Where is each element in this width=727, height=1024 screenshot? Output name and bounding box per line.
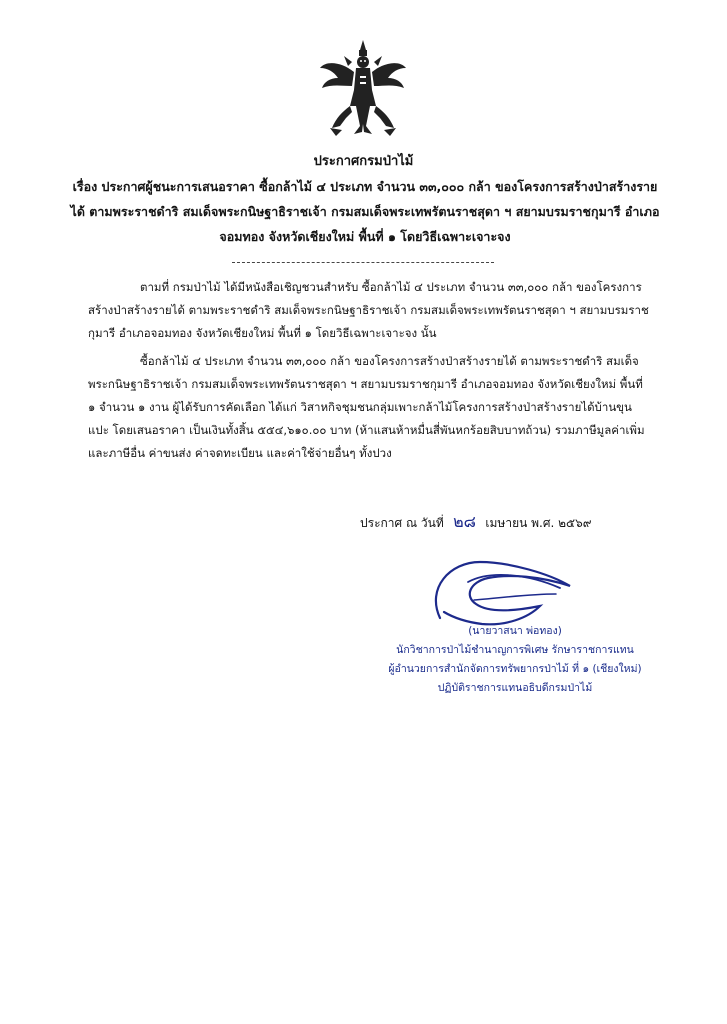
signer-position: นักวิชาการป่าไม้ชำนาญการพิเศษ รักษาราชการแทน (396, 644, 634, 656)
body-line: แปะ โดยเสนอราคา เป็นเงินทั้งสิ้น ๕๕๔,๖๑๐.๐๐ บาท (ห้าแสนห้าหมื่นสี่พันหกร้อยสิบบาทถ้วน) รวมภาษีมูลค่าเพิ่ม (88, 423, 645, 437)
subject-line: เรื่อง ประกาศผู้ชนะการเสนอราคา ซื้อกล้าไม้ ๔ ประเภท จำนวน ๓๓,๐๐๐ กล้า ของโครงการสร้างป่าสร้างราย (72, 179, 658, 194)
body-line: พระกนิษฐาธิราชเจ้า กรมสมเด็จพระเทพรัตนราชสุดา ฯ สยามบรมราชกุมารี อำเภอจอมทอง จังหวัดเชียงใหม่ พื้นที่ (88, 377, 643, 391)
body-line: ตามที่ กรมป่าไม้ ได้มีหนังสือเชิญชวนสำหรับ ซื้อกล้าไม้ ๔ ประเภท จำนวน ๓๓,๐๐๐ กล้า ของโครงการ (140, 280, 642, 294)
subject-line: ได้ ตามพระราชดำริ สมเด็จพระกนิษฐาธิราชเจ้า กรมสมเด็จพระเทพรัตนราชสุดา ฯ สยามบรมราชกุมารี อำเภอ (70, 204, 660, 219)
body-line: สร้างป่าสร้างรายได้ ตามพระราชดำริ สมเด็จพระกนิษฐาธิราชเจ้า กรมสมเด็จพระเทพรัตนราชสุดา ฯ สยามบรมราช (88, 303, 649, 317)
separator-line (232, 262, 494, 263)
body-line: ซื้อกล้าไม้ ๔ ประเภท จำนวน ๓๓,๐๐๐ กล้า ของโครงการสร้างป่าสร้างรายได้ ตามพระราชดำริ สมเด็จ (140, 354, 639, 368)
body-line: ๑ จำนวน ๑ งาน ผู้ได้รับการคัดเลือก ได้แก่ วิสาหกิจชุมชนกลุ่มเพาะกล้าไม้โครงการสร้างป่าสร้างรายได้บ้านขุน (88, 400, 632, 414)
garuda-emblem-icon (316, 38, 410, 138)
announcement-day: ๒๘ (453, 512, 477, 531)
subject-line: จอมทอง จังหวัดเชียงใหม่ พื้นที่ ๑ โดยวิธีเฉพาะเจาะจง (219, 229, 511, 244)
document-title: ประกาศกรมป่าไม้ (313, 154, 414, 169)
signer-name: (นายวาสนา พ่อทอง) (468, 625, 562, 637)
announcement-month-year: เมษายน พ.ศ. ๒๕๖๙ (485, 516, 592, 530)
signer-position: ปฏิบัติราชการแทนอธิบดีกรมป่าไม้ (437, 682, 593, 694)
announcement-date (360, 510, 591, 535)
signer-block (360, 622, 670, 698)
document-subject (70, 174, 660, 249)
body-line: และภาษีอื่น ค่าขนส่ง ค่าจดทะเบียน และค่าใช้จ่ายอื่นๆ ทั้งปวง (88, 446, 392, 460)
announcement-prefix: ประกาศ ณ วันที่ (360, 516, 444, 530)
signer-position: ผู้อำนวยการสำนักจัดการทรัพยากรป่าไม้ ที่ ๑ (เชียงใหม่) (388, 663, 642, 675)
body-paragraph-2 (88, 350, 654, 465)
body-paragraph-1 (88, 276, 654, 345)
body-line: กุมารี อำเภอจอมทอง จังหวัดเชียงใหม่ พื้นที่ ๑ โดยวิธีเฉพาะเจาะจง นั้น (88, 326, 437, 340)
